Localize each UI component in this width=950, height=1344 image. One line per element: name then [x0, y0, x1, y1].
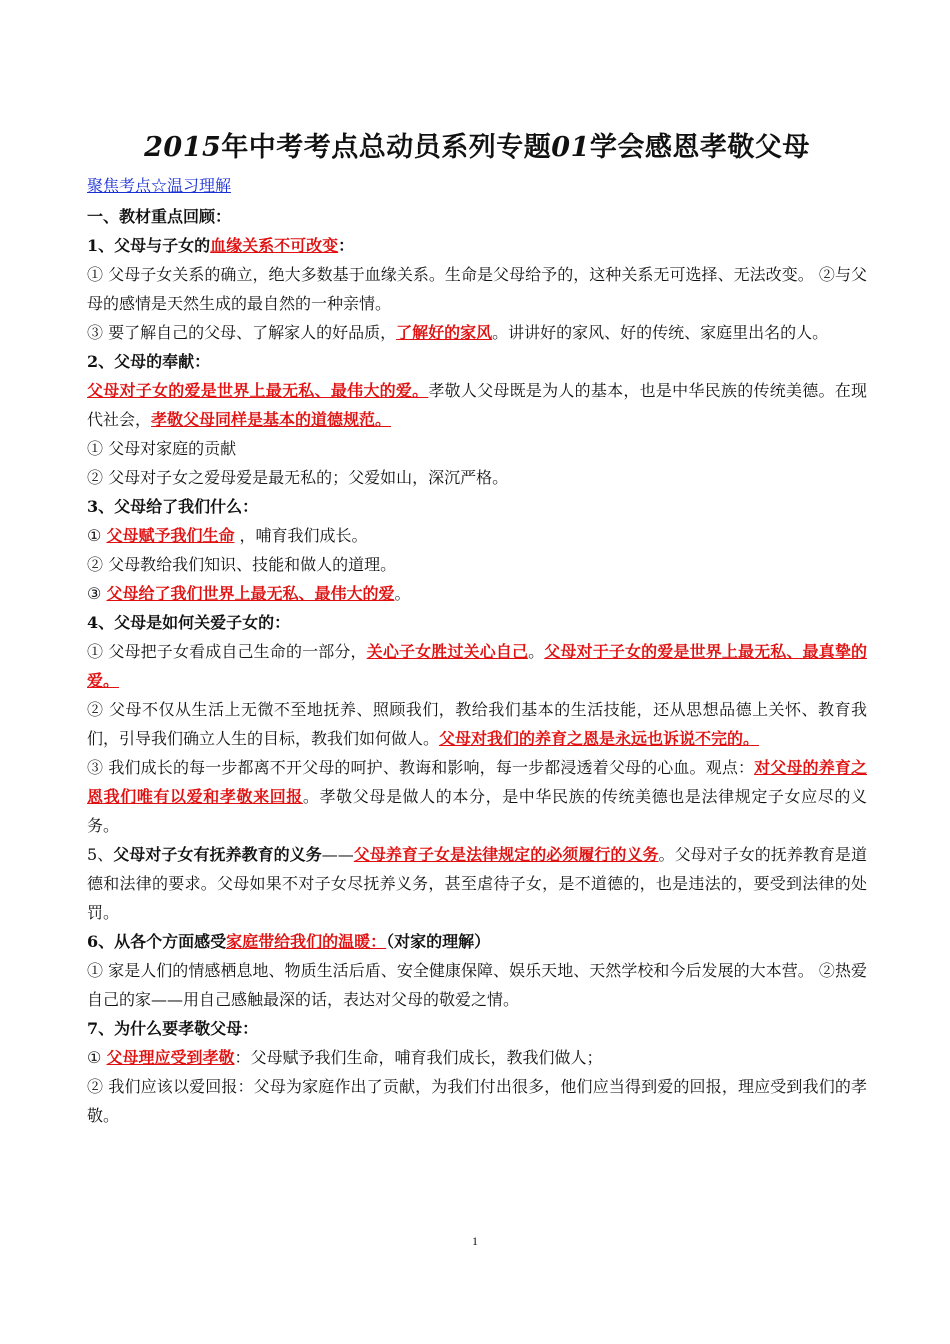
- title-number: 01: [551, 132, 590, 163]
- heading-tail: （对家的理解）: [386, 932, 491, 951]
- text: ③ 我们成长的每一步都离不开父母的呵护、教诲和影响，每一步都浸透着父母的心血。观点：: [87, 758, 755, 777]
- paragraph-4b: [87, 695, 867, 753]
- text: ，哺育我们成长。: [234, 526, 368, 545]
- text: ——: [321, 845, 354, 864]
- section-heading-4: 4、父母是如何关爱子女的：: [87, 613, 291, 632]
- section-heading-3: 3、父母给了我们什么：: [87, 497, 259, 516]
- key-point: 血缘关系不可改变: [210, 236, 339, 255]
- text: ①: [87, 1048, 107, 1067]
- heading-text: 6、从各个方面感受: [87, 932, 227, 951]
- key-point: 孝敬父母同样是基本的道德规范。: [151, 410, 392, 429]
- text: ② 父母不仅从生活上无微不至地抚养、照顾我们，教给我们基本的生活技能，还从思想品德上关怀、教育我们，引导我们确立人生的目标，教我们如何做人。: [87, 700, 867, 748]
- key-point: 对父母的养育之恩我们唯有以爱和孝敬来回报: [87, 758, 867, 806]
- key-point: 父母养育子女是法律规定的必须履行的义务: [353, 845, 659, 864]
- key-point: 关心子女胜过关心自己: [366, 642, 529, 661]
- title-year: 2015: [144, 132, 222, 163]
- section-heading-0: 一、教材重点回顾：: [87, 207, 232, 226]
- paragraph-4c: [87, 753, 867, 840]
- heading-text: 1、父母与子女的: [87, 236, 211, 255]
- text: ：父母赋予我们生命，哺育我们成长，教我们做人；: [234, 1048, 603, 1067]
- focus-link[interactable]: 聚焦考点☆温习理解: [87, 176, 232, 195]
- page-title: [87, 128, 867, 168]
- paragraph-6a: ① 家是人们的情感栖息地、物质生活后盾、安全健康保障、娱乐天地、天然学校和今后发展的大本营。 ②热爱自己的家——用自己感触最深的话，表达对父母的敬爱之情。: [87, 961, 867, 1009]
- paragraph-2a: [87, 376, 867, 434]
- key-point: 父母对于子女的爱是世界上最无私、最真挚的爱。: [87, 642, 867, 690]
- section-heading-2: 2、父母的奉献：: [87, 352, 211, 371]
- text: 。: [394, 584, 411, 603]
- key-point: 父母理应受到孝敬: [106, 1048, 235, 1067]
- document-page: [87, 128, 867, 1130]
- text: 孝敬人父母既是为人的基本，也是中华民族的传统美德。在现代社会，: [87, 381, 867, 429]
- section-heading-1: [87, 231, 867, 260]
- paragraph-5: [87, 840, 867, 927]
- paragraph-3b: ② 父母教给我们知识、技能和做人的道理。: [87, 555, 397, 574]
- title-text-b: 学会感恩孝敬父母: [589, 132, 810, 163]
- section-heading-6: [87, 927, 867, 956]
- text: ③: [87, 584, 107, 603]
- title-text-a: 年中考考点总动员系列专题: [221, 132, 552, 163]
- key-point: 父母给了我们世界上最无私、最伟大的爱: [106, 584, 395, 603]
- paragraph-1a: ① 父母子女关系的确立，绝大多数基于血缘关系。生命是父母给予的，这种关系无可选择、无法改变。 ②与父母的感情是天然生成的最自然的一种亲情。: [87, 265, 867, 313]
- key-point: 父母赋予我们生命: [106, 526, 235, 545]
- text: ① 父母把子女看成自己生命的一部分，: [87, 642, 367, 661]
- text: ①: [87, 526, 107, 545]
- paragraph-2b: ① 父母对家庭的贡献: [87, 439, 237, 458]
- paragraph-7b: ② 我们应该以爱回报：父母为家庭作出了贡献，为我们付出很多，他们应当得到爱的回报，理应受到我们的孝敬。: [87, 1077, 867, 1125]
- section-heading-7: 7、为什么要孝敬父母：: [87, 1019, 259, 1038]
- paragraph-4a: [87, 637, 867, 695]
- paragraph-3c: [87, 579, 867, 608]
- text: ③ 要了解自己的父母、了解家人的好品质，: [87, 323, 397, 342]
- key-point: 了解好的家风: [396, 323, 493, 342]
- paragraph-2c: ② 父母对子女之爱母爱是最无私的；父爱如山，深沉严格。: [87, 468, 509, 487]
- text: 。讲讲好的家风、好的传统、家庭里出名的人。: [492, 323, 829, 342]
- paragraph-1b: [87, 318, 867, 347]
- page-number: 1: [472, 1234, 478, 1248]
- heading-tail: ：: [338, 236, 355, 255]
- text: 。: [528, 642, 545, 661]
- heading-text: 父母对子女有抚养教育的义务: [113, 845, 322, 864]
- key-point: 父母对子女的爱是世界上最无私、最伟大的爱。: [87, 381, 429, 400]
- text: 。父母对子女的抚养教育是道德和法律的要求。父母如果不对子女尽抚养义务，甚至虐待子女，是不道德的，也是违法的，要受到法律的处罚。: [87, 845, 867, 922]
- key-point: 父母对我们的养育之恩是永远也诉说不完的。: [439, 729, 760, 748]
- text: 5、: [87, 845, 114, 864]
- text: 。孝敬父母是做人的本分，是中华民族的传统美德也是法律规定子女应尽的义务。: [87, 787, 867, 835]
- key-point: 家庭带给我们的温暖：: [226, 932, 387, 951]
- paragraph-7a: [87, 1043, 867, 1072]
- paragraph-3a: [87, 521, 867, 550]
